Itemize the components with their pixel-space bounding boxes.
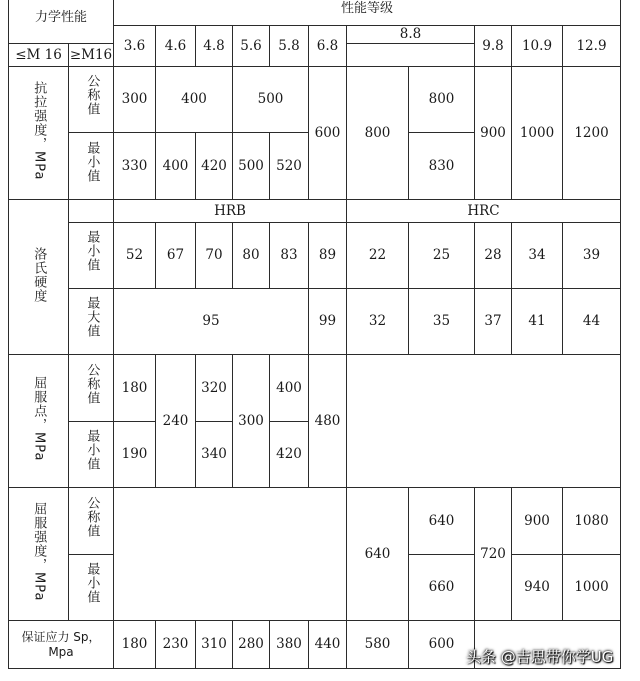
hardness-label: 洛氏硬度 [9, 200, 69, 355]
hardness-max-12-9: 44 [563, 289, 621, 355]
yield-point-nominal-label: 公称值 [69, 355, 114, 422]
yield-point-label: 屈服点，MPa [9, 355, 69, 488]
tensile-6-8: 600 [309, 67, 347, 200]
hardness-max-label: 最大值 [69, 289, 114, 355]
proof-5-8: 380 [270, 621, 309, 669]
hardness-min-12-9: 39 [563, 223, 621, 289]
yield-point-nominal-3-6: 180 [114, 355, 156, 422]
tensile-12-9: 1200 [563, 67, 621, 200]
grade-9-8: 9.8 [475, 26, 512, 67]
tensile-nominal-8-8-large: 800 [409, 67, 475, 133]
proof-5-6: 280 [233, 621, 270, 669]
yield-point-empty [347, 355, 621, 488]
hardness-min-4-8: 70 [196, 223, 233, 289]
proof-stress-label: 保证应力 Sp，Mpa [9, 621, 114, 669]
hardness-max-6-8: 99 [309, 289, 347, 355]
mechanical-properties-table [8, 0, 621, 669]
proof-4-6: 230 [156, 621, 196, 669]
tensile-10-9: 1000 [512, 67, 563, 200]
hardness-min-5-6: 80 [233, 223, 270, 289]
yield-point-nominal-5-8: 400 [270, 355, 309, 422]
tensile-min-5-6: 500 [233, 133, 270, 200]
grade-4-6: 4.6 [156, 26, 196, 67]
grade-10-9: 10.9 [512, 26, 563, 67]
yield-strength-label: 屈服强度，MPa [9, 488, 69, 621]
yield-point-nominal-4-8: 320 [196, 355, 233, 422]
proof-3-6: 180 [114, 621, 156, 669]
yield-point-min-label: 最小值 [69, 422, 114, 488]
property-header: 力学性能 [9, 0, 114, 44]
grade-12-9: 12.9 [563, 26, 621, 67]
hardness-max-8-8-small: 32 [347, 289, 409, 355]
tensile-min-3-6: 330 [114, 133, 156, 200]
yield-point-6-8: 480 [309, 355, 347, 488]
yield-point-5-6: 300 [233, 355, 270, 488]
yield-point-4-6: 240 [156, 355, 196, 488]
yield-strength-min-8-8-large: 660 [409, 555, 475, 621]
hardness-min-label: 最小值 [69, 223, 114, 289]
hardness-scale-hrb: HRB [114, 200, 347, 223]
proof-6-8: 440 [309, 621, 347, 669]
grade-8-8-ge-m16: ≥M16 [69, 44, 114, 67]
hardness-min-10-9: 34 [512, 223, 563, 289]
grade-3-6: 3.6 [114, 26, 156, 67]
yield-strength-9-8: 720 [475, 488, 512, 621]
yield-point-min-4-8: 340 [196, 422, 233, 488]
yield-strength-empty [114, 488, 347, 621]
hardness-min-5-8: 83 [270, 223, 309, 289]
hardness-min-8-8-small: 22 [347, 223, 409, 289]
tensile-min-8-8-large: 830 [409, 133, 475, 200]
proof-8-8-small: 580 [347, 621, 409, 669]
tensile-min-4-8: 420 [196, 133, 233, 200]
tensile-min-5-8: 520 [270, 133, 309, 200]
hardness-min-3-6: 52 [114, 223, 156, 289]
hardness-scale-hrc: HRC [347, 200, 621, 223]
hardness-min-9-8: 28 [475, 223, 512, 289]
hardness-max-9-8: 37 [475, 289, 512, 355]
hardness-min-6-8: 89 [309, 223, 347, 289]
watermark: 头条 @吉思带你学UG [466, 648, 614, 666]
yield-strength-min-label: 最小值 [69, 555, 114, 621]
proof-8-8-large: 600 [409, 621, 475, 669]
tensile-min-4-6: 400 [156, 133, 196, 200]
tensile-nominal-label: 公称值 [69, 67, 114, 133]
grade-4-8: 4.8 [196, 26, 233, 67]
tensile-9-8: 900 [475, 67, 512, 200]
hardness-min-8-8-large: 25 [409, 223, 475, 289]
grade-8-8: 8.8 [347, 26, 475, 44]
yield-strength-8-8-small: 640 [347, 488, 409, 621]
hardness-max-10-9: 41 [512, 289, 563, 355]
tensile-label: 抗拉强度，MPa [9, 67, 69, 200]
yield-strength-nominal-8-8-large: 640 [409, 488, 475, 555]
yield-point-min-5-8: 420 [270, 422, 309, 488]
hardness-min-4-6: 67 [156, 223, 196, 289]
grade-8-8-le-m16: ≤M 16 [9, 44, 69, 67]
grade-6-8: 6.8 [309, 26, 347, 67]
yield-strength-nominal-label: 公称值 [69, 488, 114, 555]
yield-strength-min-10-9: 940 [512, 555, 563, 621]
grade-5-8: 5.8 [270, 26, 309, 67]
tensile-nominal-4x: 400 [156, 67, 233, 133]
yield-strength-min-12-9: 1000 [563, 555, 621, 621]
grade-header: 性能等级 [114, 0, 621, 26]
grade-5-6: 5.6 [233, 26, 270, 67]
tensile-8-8-small: 800 [347, 67, 409, 200]
hardness-max-8-8-large: 35 [409, 289, 475, 355]
yield-point-min-3-6: 190 [114, 422, 156, 488]
hardness-scale-spacer [69, 200, 114, 223]
hardness-max-3-6-to-5-8: 95 [114, 289, 309, 355]
tensile-nominal-3-6: 300 [114, 67, 156, 133]
tensile-min-label: 最小值 [69, 133, 114, 200]
yield-strength-nominal-10-9: 900 [512, 488, 563, 555]
tensile-nominal-5x: 500 [233, 67, 309, 133]
proof-4-8: 310 [196, 621, 233, 669]
yield-strength-nominal-12-9: 1080 [563, 488, 621, 555]
